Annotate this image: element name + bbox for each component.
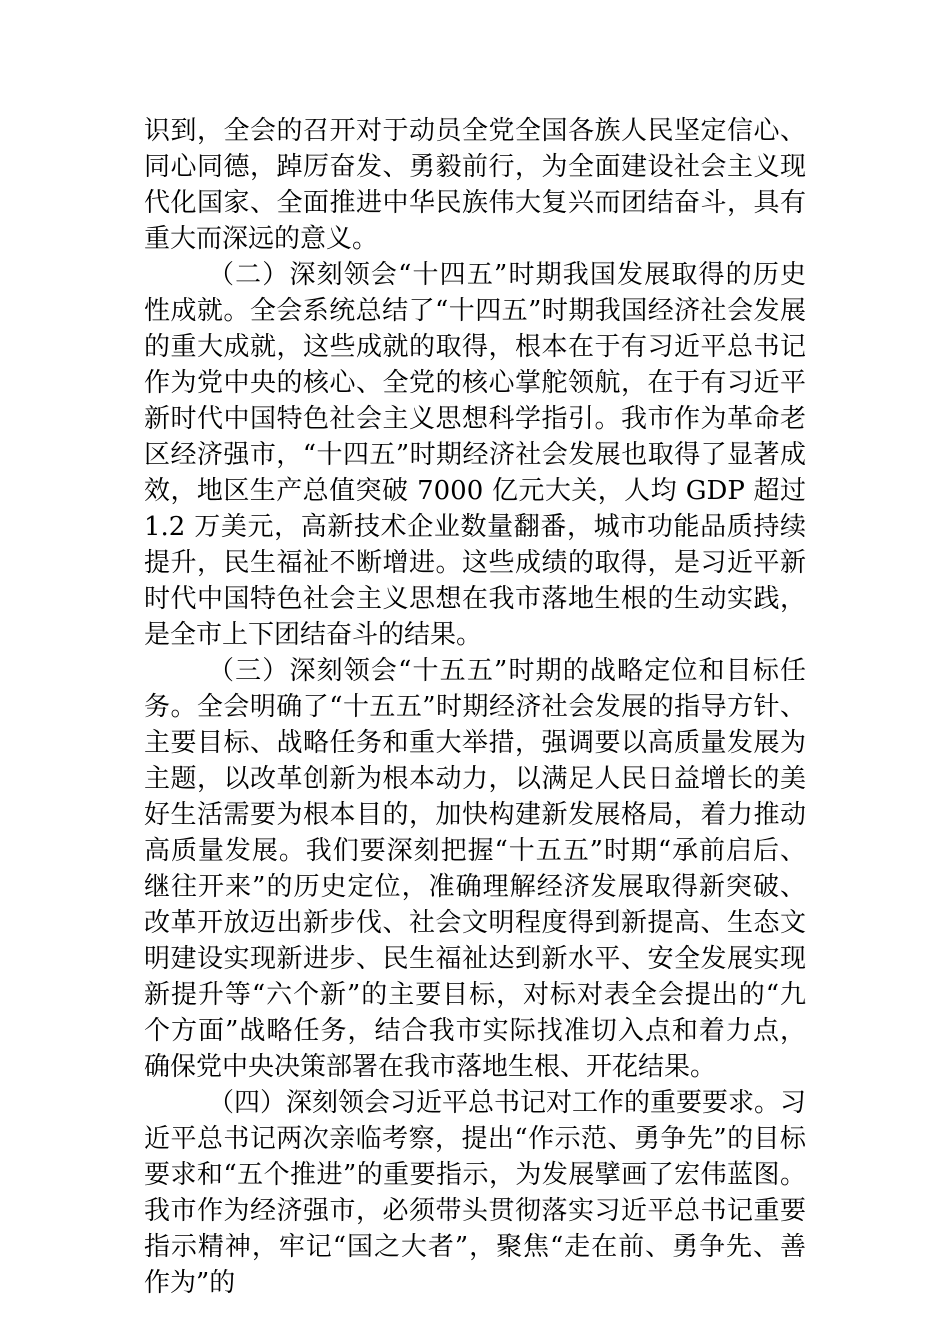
paragraph-section-four: （四）深刻领会习近平总书记对工作的重要要求。习近平总书记两次亲临考察，提出“作示范、勇争先”的目标要求和“五个推进”的重要指示，为发展擘画了宏伟蓝图。我市作为经济强市，必须带头贯彻落实习近平总书记重要指示精神，牢记“国之大者”，聚焦“走在前、勇争先、善作为”的: [144, 1088, 807, 1298]
paragraph-section-two: （二）深刻领会“十四五”时期我国发展取得的历史性成就。全会系统总结了“十四五”时期我国经济社会发展的重大成就，这些成就的取得，根本在于有习近平总书记作为党中央的核心、全党的核心掌舵领航，在于有习近平新时代中国特色社会主义思想科学指引。我市作为革命老区经济强市，“十四五”时期经济社会发展也取得了显著成效，地区生产总值突破 7000 亿元大关，人均 GDP 超过 1.2 万美元，高新技术企业数量翻番，城市功能品质持续提升，民生福祉不断增进。这些成绩的取得，是习近平新时代中国特色社会主义思想在我市落地生根的生动实践，是全市上下团结奋斗的结果。: [144, 260, 806, 650]
document-body: [144, 113, 806, 1301]
paragraph-section-three: （三）深刻领会“十五五”时期的战略定位和目标任务。全会明确了“十五五”时期经济社会发展的指导方针、主要目标、战略任务和重大举措，强调要以高质量发展为主题，以改革创新为根本动力，以满足人民日益增长的美好生活需要为根本目的，加快构建新发展格局，着力推动高质量发展。我们要深刻把握“十五五”时期“承前启后、继往开来”的历史定位，准确理解经济发展取得新突破、改革开放迈出新步伐、社会文明程度得到新提高、生态文明建设实现新进步、民生福祉达到新水平、安全发展实现新提升等“六个新”的主要目标，对标对表全会提出的“九个方面”战略任务，结合我市实际找准切入点和着力点，确保党中央决策部署在我市落地生根、开花结果。: [144, 656, 806, 1082]
paragraph-continuation: 识到，全会的召开对于动员全党全国各族人民坚定信心、同心同德，踔厉奋发、勇毅前行，为全面建设社会主义现代化国家、全面推进中华民族伟大复兴而团结奋斗，具有重大而深远的意义。: [144, 116, 806, 254]
